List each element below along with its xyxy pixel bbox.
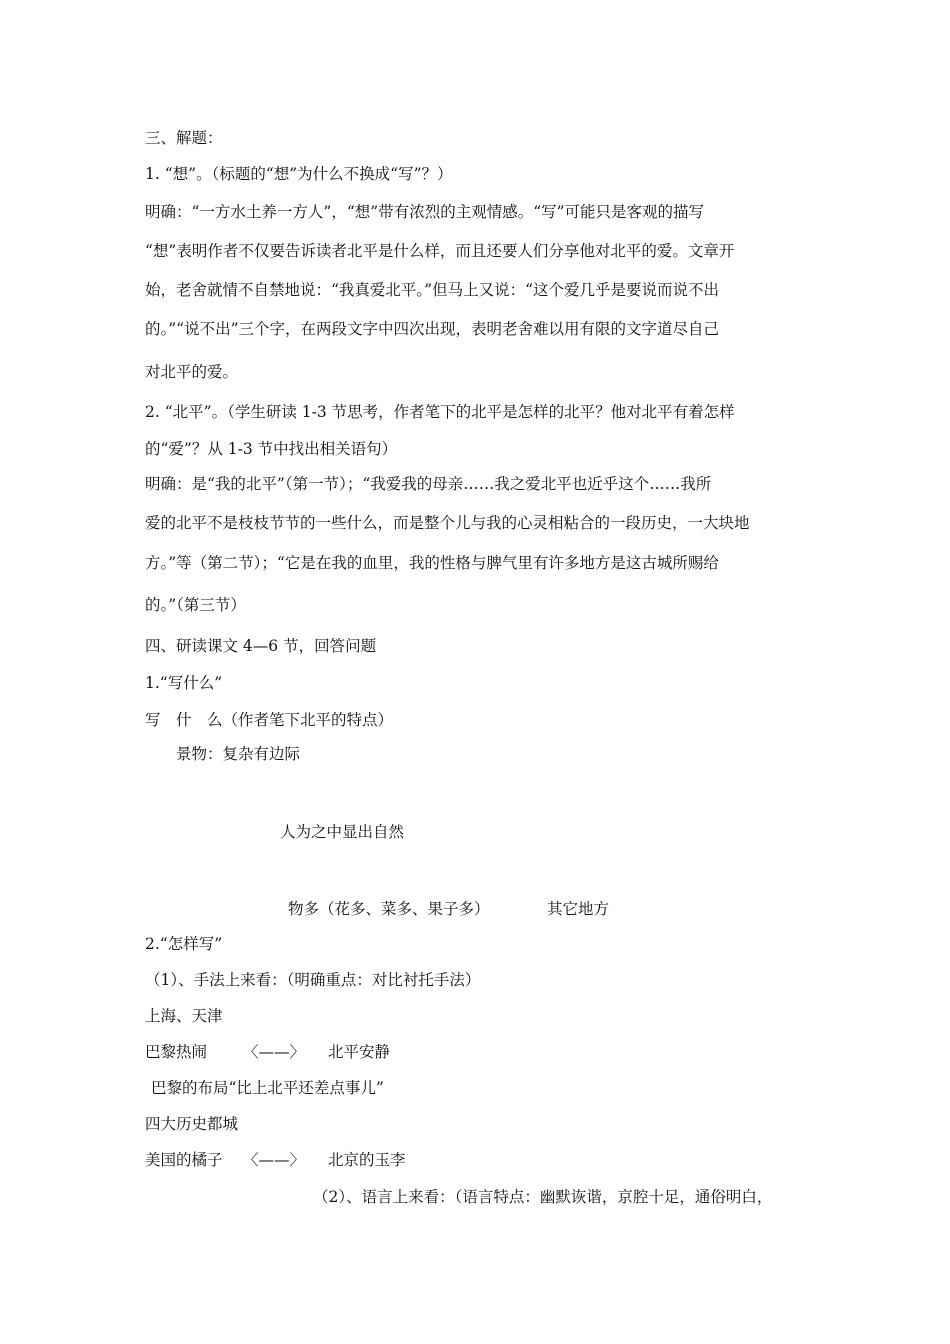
heading-jieti: 三、解题： — [145, 129, 223, 147]
answer-1-line-1: 明确：“一方水土养一方人”，“想”带有浓烈的主观情感。“写”可能只是客观的描写 — [145, 203, 705, 221]
scenery-line: 景物：复杂有边际 — [176, 745, 301, 763]
plenty-line: 物多（花多、菜多、果子多） — [288, 900, 490, 918]
what-title: 1.“写什么” — [145, 674, 223, 692]
answer-1-line-2: “想”表明作者不仅要告诉读者北平是什么样，而且还要人们分享他对北平的爱。文章开 — [145, 242, 735, 260]
language-line: （2）、语言上来看：（语言特点：幽默诙谐，京腔十足，通俗明白， — [313, 1188, 773, 1206]
paris-noise: 巴黎热闹 — [145, 1043, 208, 1061]
answer-2-line-2: 爱的北平不是枝枝节节的一些什么，而是整个儿与我的心灵相粘合的一段历史，一大块地 — [145, 514, 750, 532]
answer-1-line-4: 的。”“说不出”三个字，在两段文字中四次出现，表明老舍难以用有限的文字道尽自己 — [145, 320, 720, 338]
four-capitals: 四大历史都城 — [145, 1115, 239, 1133]
question-2-line-1: 2. “北平”。（学生研读 1-3 节思考，作者笔下的北平是怎样的北平？他对北平有着怎样 — [145, 403, 735, 421]
beiping-quiet: 北平安静 — [328, 1043, 391, 1061]
beijing-plums: 北京的玉李 — [328, 1151, 406, 1169]
how-title: 2.“怎样写” — [145, 935, 223, 953]
question-1: 1. “想”。（标题的“想”为什么不换成“写”？） — [145, 165, 453, 183]
other-places: 其它地方 — [547, 900, 610, 918]
answer-2-line-4: 的。”（第三节） — [145, 596, 246, 614]
us-oranges: 美国的橘子 — [145, 1151, 223, 1169]
answer-2-line-3: 方。”等（第二节）；“它是在我的血里，我的性格与脾气里有许多地方是这古城所赐给 — [145, 554, 719, 572]
question-2-line-2: 的“爱”？从 1-3 节中找出相关语句） — [145, 440, 398, 458]
what-subtitle: 写 什 么（作者笔下北平的特点） — [145, 711, 394, 729]
paris-layout: 巴黎的布局“比上北平还差点事儿” — [151, 1079, 384, 1097]
answer-2-line-1: 明确：是“我的北平”（第一节）；“我爱我的母亲……我之爱北平也近乎这个……我所 — [145, 475, 712, 493]
method-line: （1）、手法上来看：（明确重点：对比衬托手法） — [145, 971, 481, 989]
contrast-arrow-1: 〈——〉 — [243, 1043, 306, 1061]
answer-1-line-3: 始，老舍就情不自禁地说：“我真爱北平。”但马上又说：“这个爱几乎是要说而说不出 — [145, 281, 720, 299]
heading-yandu: 四、研读课文 4—6 节，回答问题 — [145, 637, 377, 655]
shanghai-tianjin: 上海、天津 — [145, 1007, 223, 1025]
contrast-arrow-2: 〈——〉 — [243, 1151, 306, 1169]
answer-1-line-5: 对北平的爱。 — [145, 363, 239, 381]
nature-line: 人为之中显出自然 — [280, 823, 405, 841]
